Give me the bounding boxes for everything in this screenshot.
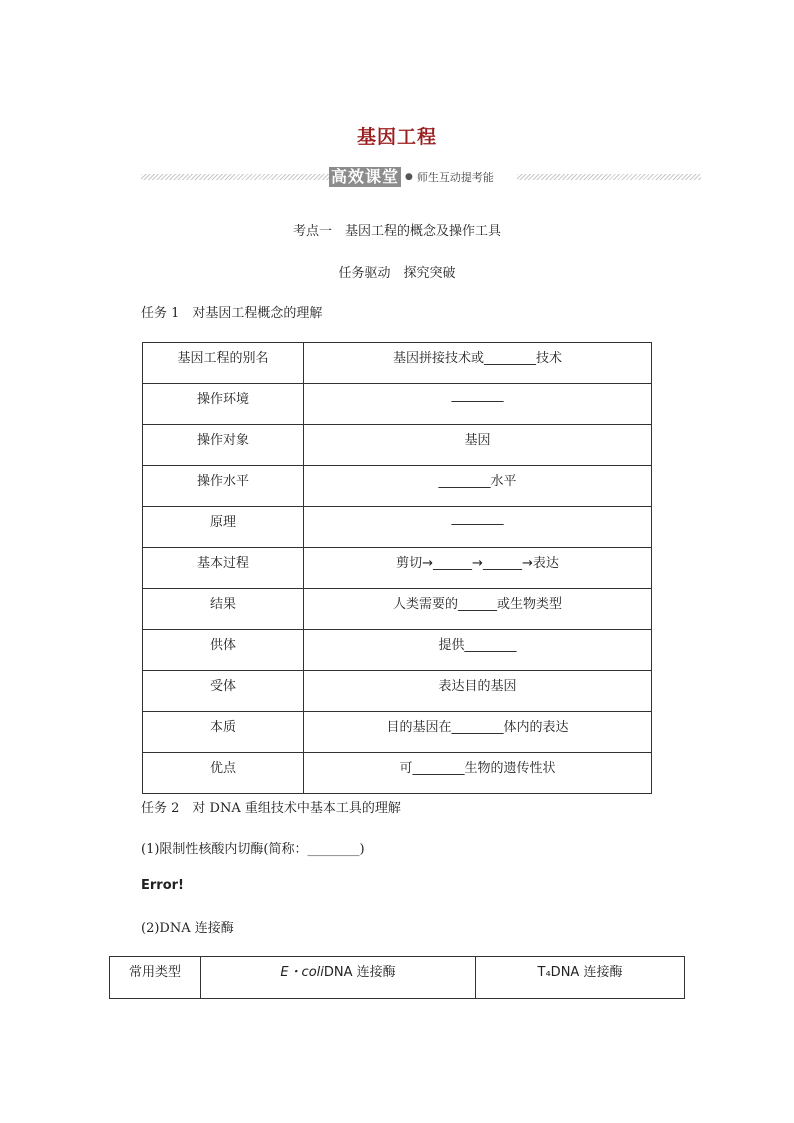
row-value: 表达目的基因 bbox=[304, 671, 652, 712]
row-value: 基因拼接技术或________技术 bbox=[304, 343, 652, 384]
row-value: 基因 bbox=[304, 425, 652, 466]
banner-stripe-right bbox=[517, 174, 701, 180]
row-value: 可________生物的遗传性状 bbox=[304, 753, 652, 794]
table-row bbox=[110, 957, 685, 999]
row-value: 提供________ bbox=[304, 630, 652, 671]
bullet-icon: ● bbox=[405, 172, 413, 182]
table-row bbox=[143, 548, 652, 589]
row-label: 操作水平 bbox=[143, 466, 304, 507]
table-cell bbox=[201, 957, 476, 999]
row-label: 结果 bbox=[143, 589, 304, 630]
table-row bbox=[143, 589, 652, 630]
subsection-heading: 任务驱动 探究突破 bbox=[338, 266, 456, 281]
section-banner bbox=[141, 166, 701, 188]
ligase-table bbox=[109, 956, 685, 999]
enzyme-name: DNA 连接酶 bbox=[323, 965, 396, 980]
table-row bbox=[143, 466, 652, 507]
table-row bbox=[143, 753, 652, 794]
row-value: ________水平 bbox=[304, 466, 652, 507]
row-label: 基因工程的别名 bbox=[143, 343, 304, 384]
item2-text: (2)DNA 连接酶 bbox=[141, 921, 234, 936]
row-label: 操作对象 bbox=[143, 425, 304, 466]
row-label: 优点 bbox=[143, 753, 304, 794]
row-value: 目的基因在________体内的表达 bbox=[304, 712, 652, 753]
table-cell: T₄DNA 连接酶 bbox=[476, 957, 685, 999]
row-label: 供体 bbox=[143, 630, 304, 671]
row-label: 本质 bbox=[143, 712, 304, 753]
row-label: 原理 bbox=[143, 507, 304, 548]
banner-stripe-left bbox=[141, 174, 329, 180]
table-row bbox=[143, 384, 652, 425]
row-label: 基本过程 bbox=[143, 548, 304, 589]
table-row bbox=[143, 343, 652, 384]
species-name: E・coli bbox=[280, 965, 324, 980]
banner-sublabel: 师生互动提考能 bbox=[416, 171, 494, 184]
section-heading: 考点一 基因工程的概念及操作工具 bbox=[292, 224, 501, 239]
row-value: 剪切→______→______→表达 bbox=[304, 548, 652, 589]
error-text: Error! bbox=[141, 878, 184, 893]
page-title: 基因工程 bbox=[356, 126, 437, 148]
banner-label: 高效课堂 bbox=[331, 167, 400, 186]
task1-heading: 任务 1 对基因工程概念的理解 bbox=[141, 306, 323, 321]
table-row bbox=[143, 630, 652, 671]
item1-text: (1)限制性核酸内切酶(简称：________) bbox=[141, 842, 365, 857]
concept-table bbox=[142, 342, 652, 794]
table-row bbox=[143, 425, 652, 466]
table-row bbox=[143, 712, 652, 753]
row-value: ________ bbox=[304, 384, 652, 425]
task2-heading: 任务 2 对 DNA 重组技术中基本工具的理解 bbox=[141, 801, 401, 816]
row-value: 人类需要的______或生物类型 bbox=[304, 589, 652, 630]
table-row bbox=[143, 507, 652, 548]
row-label: 操作环境 bbox=[143, 384, 304, 425]
row-value: ________ bbox=[304, 507, 652, 548]
table-row bbox=[143, 671, 652, 712]
banner-badge bbox=[329, 166, 513, 188]
table-cell: 常用类型 bbox=[110, 957, 201, 999]
row-label: 受体 bbox=[143, 671, 304, 712]
